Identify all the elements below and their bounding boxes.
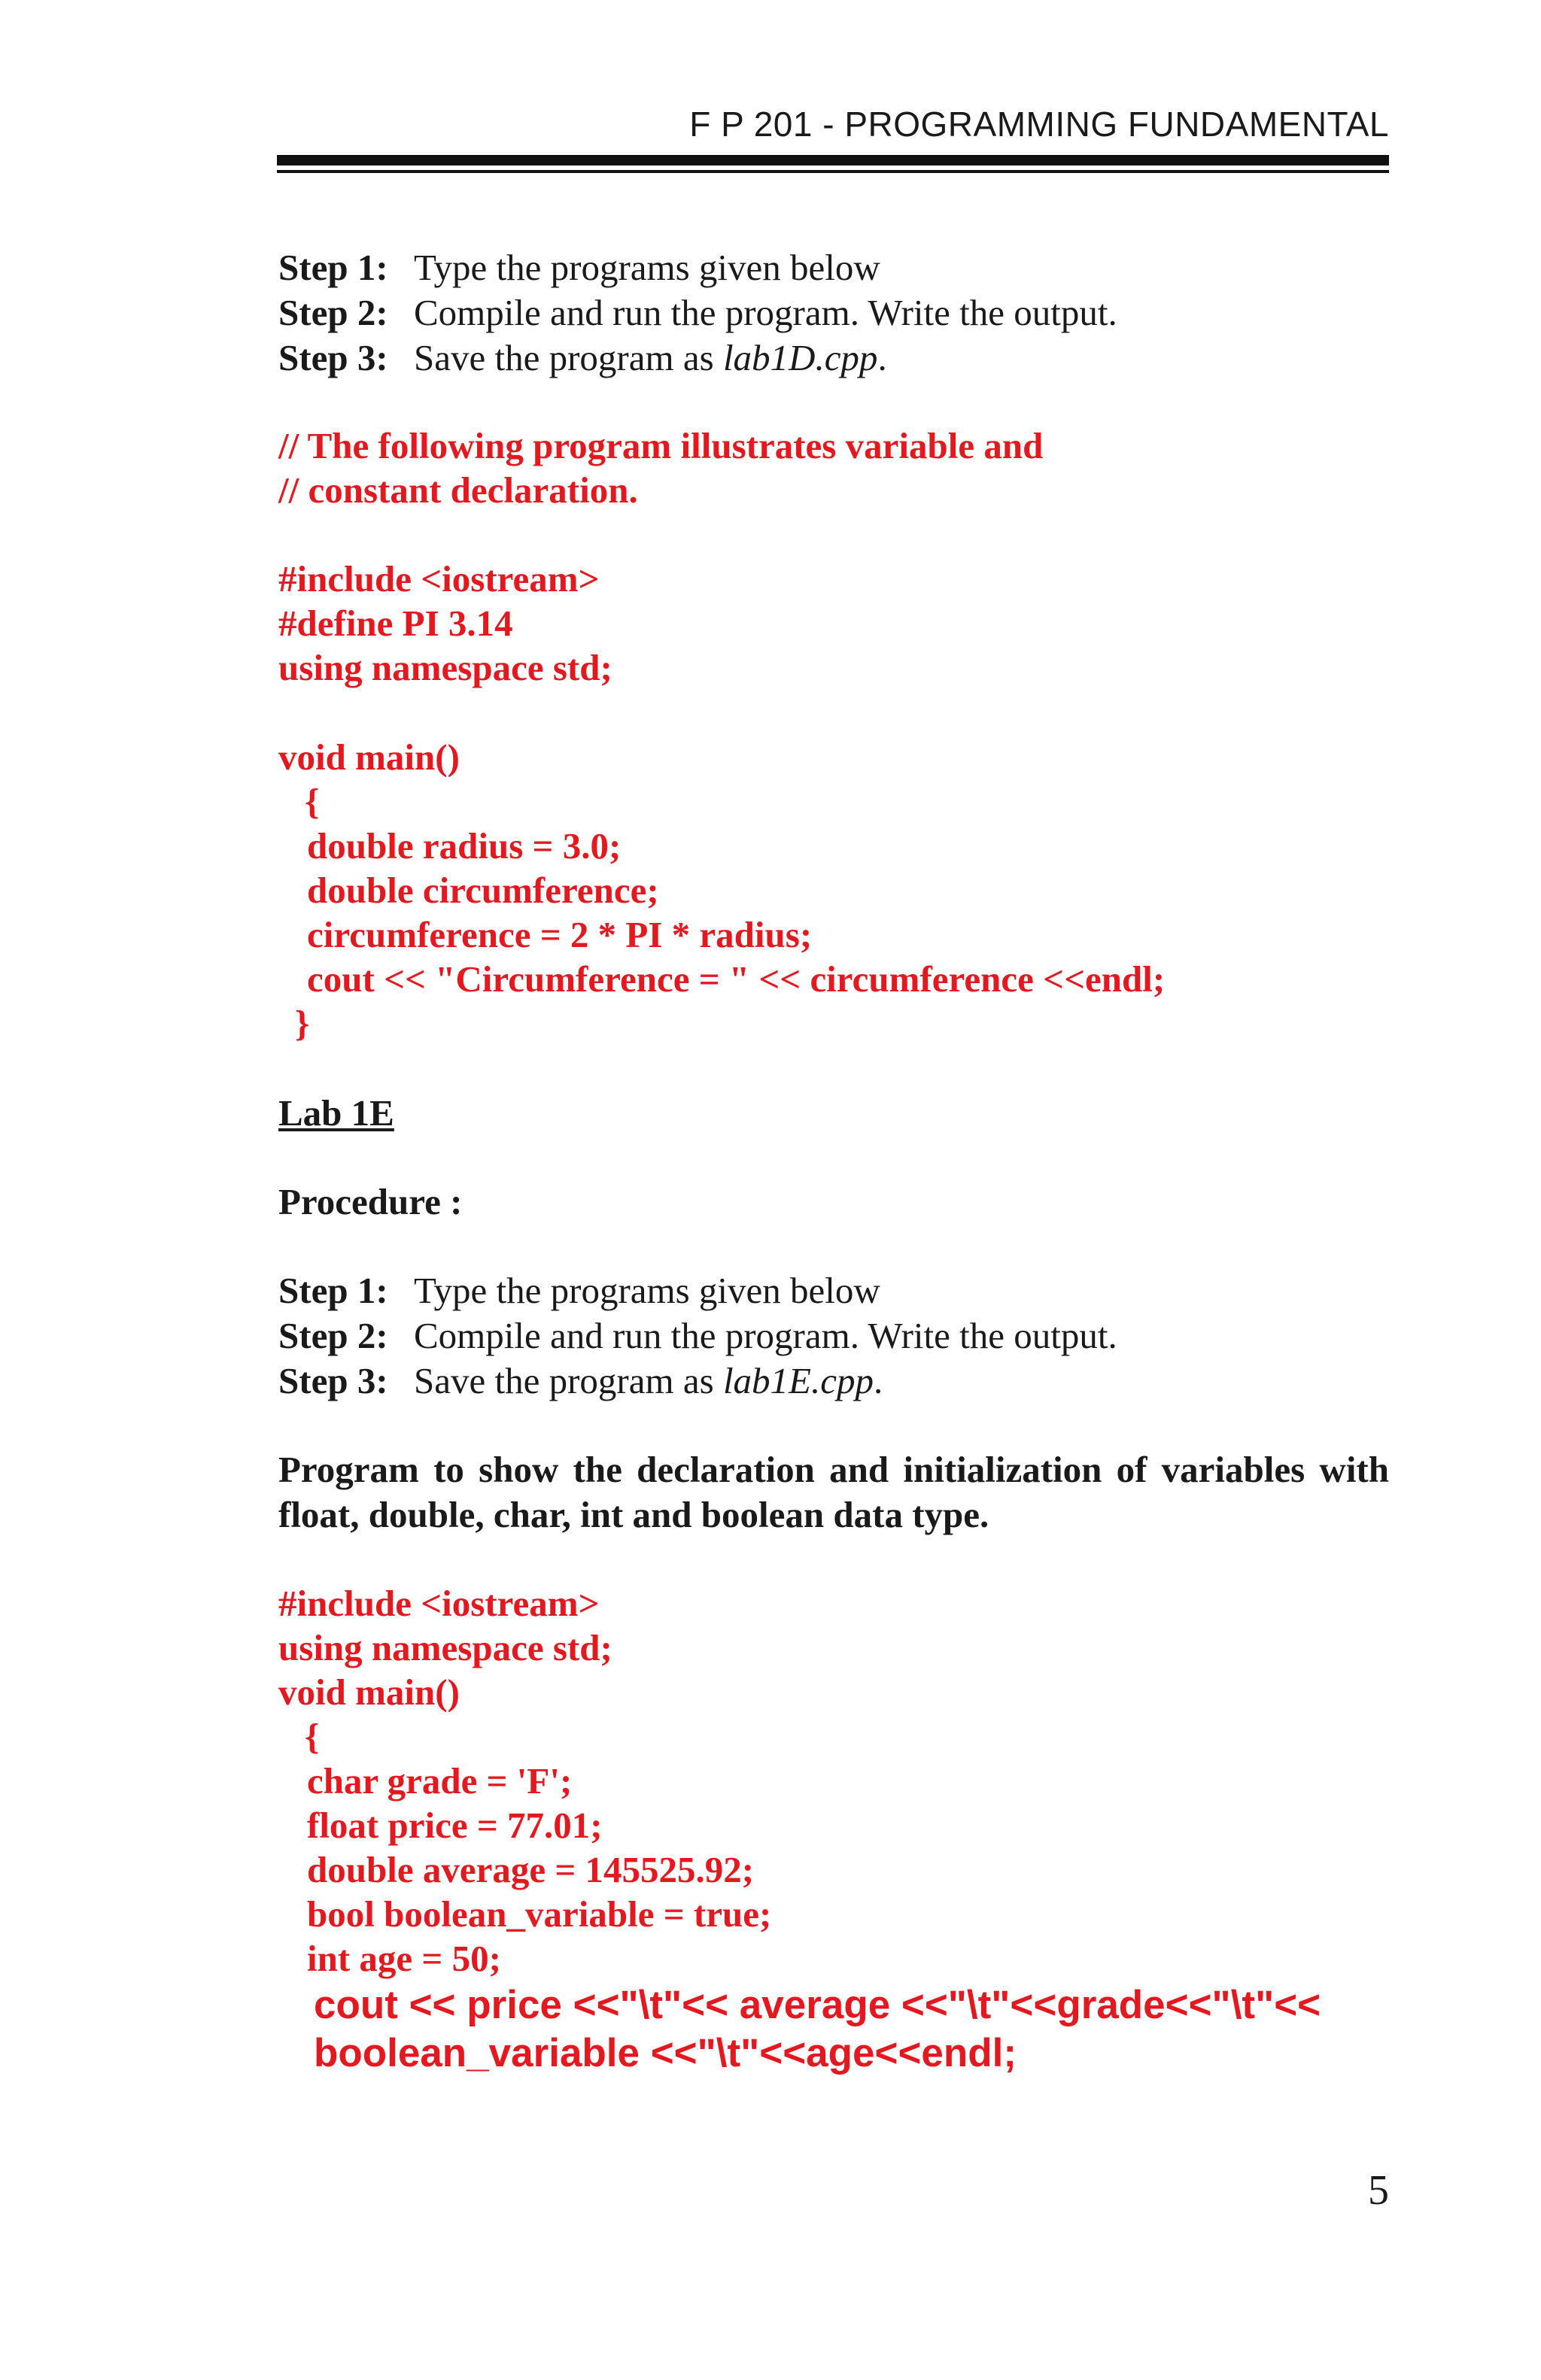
step-label: Step 1:: [278, 247, 388, 288]
lab1e-step-1: [278, 1268, 880, 1313]
step-label: Step 3:: [278, 337, 388, 378]
filename: lab1D.cpp: [722, 337, 878, 378]
code-line: #define PI 3.14: [278, 603, 513, 644]
step-label: Step 2:: [278, 1315, 388, 1356]
step-text: Compile and run the program. Write the output.: [414, 292, 1117, 333]
header-rule-thick: [277, 155, 1389, 165]
page-header-title: F P 201 - PROGRAMMING FUNDAMENTAL: [689, 105, 1389, 144]
header-rule-thin: [277, 170, 1389, 173]
step-text: Compile and run the program. Write the output.: [414, 1315, 1117, 1356]
step-label: Step 2:: [278, 292, 388, 333]
code-line: double radius = 3.0;: [307, 825, 622, 867]
section-heading: Lab 1E: [278, 1092, 394, 1134]
procedure-heading: Procedure :: [278, 1181, 463, 1222]
page-number: 5: [1368, 2167, 1389, 2214]
code-line: #include <iostream>: [278, 558, 600, 600]
step-text: Type the programs given below: [414, 1270, 880, 1311]
code-line: using namespace std;: [278, 1627, 612, 1668]
lab1d-step-2: [278, 290, 1117, 335]
code-line: float price = 77.01;: [307, 1805, 603, 1846]
code-line: double circumference;: [307, 870, 659, 911]
code-comment-line: // constant declaration.: [278, 469, 638, 511]
code-line: void main(): [278, 736, 460, 778]
code-line: bool boolean_variable = true;: [307, 1893, 772, 1935]
code-line: char grade = 'F';: [307, 1760, 573, 1802]
code-line: using namespace std;: [278, 647, 612, 688]
code-line: }: [295, 1003, 310, 1044]
code-comment-line: // The following program illustrates variable and: [278, 425, 1044, 466]
step-label: Step 1:: [278, 1270, 388, 1311]
code-line: int age = 50;: [307, 1938, 501, 1979]
code-line: #include <iostream>: [278, 1583, 600, 1624]
step-end: .: [873, 1360, 883, 1401]
filename: lab1E.cpp: [722, 1360, 874, 1401]
lab1d-step-3: [278, 335, 887, 381]
lab1e-step-3: [278, 1358, 883, 1404]
code-line-large: cout << price <<"\t"<< average <<"\t"<<grade<<"\t"<<: [314, 1983, 1321, 2027]
step-text: Type the programs given below: [414, 247, 880, 288]
step-text: Save the program as: [414, 337, 723, 378]
code-line: cout << "Circumference = " << circumference <<endl;: [307, 958, 1166, 1000]
code-line: double average = 145525.92;: [307, 1849, 755, 1890]
code-line: void main(): [278, 1671, 460, 1713]
code-line: circumference = 2 * PI * radius;: [307, 914, 813, 955]
step-text: Save the program as: [414, 1360, 723, 1401]
step-label: Step 3:: [278, 1360, 388, 1401]
program-description: Program to show the declaration and initialization of variables with float, double, char, int and boolean data type.: [278, 1449, 1389, 1535]
lab1e-step-2: [278, 1313, 1117, 1358]
code-line: {: [305, 1716, 320, 1757]
lab1d-step-1: [278, 245, 880, 290]
step-end: .: [877, 337, 887, 378]
code-line: {: [305, 781, 320, 822]
code-line-large: boolean_variable <<"\t"<<age<<endl;: [314, 2031, 1017, 2075]
